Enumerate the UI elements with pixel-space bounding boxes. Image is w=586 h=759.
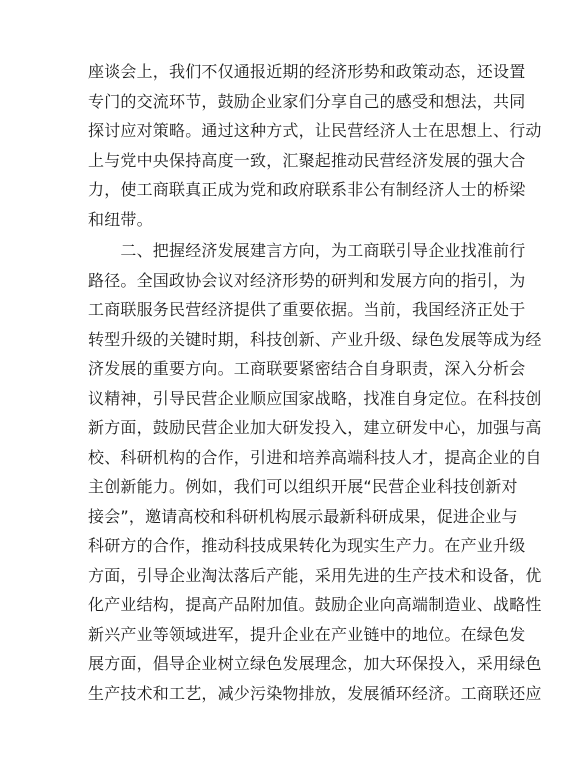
text-line: 工商联服务民营经济提供了重要依据。当前，我国经济正处于: [88, 300, 526, 319]
text-line: 化产业结构，提高产品附加值。鼓励企业向高端制造业、战略性: [88, 595, 542, 614]
text-line: 专门的交流环节，鼓励企业家们分享自己的感受和想法，共同: [88, 91, 526, 111]
text-line: 方面，引导企业淘汰落后产能，采用先进的生产技术和设备，优: [88, 565, 542, 585]
text-line: 上与党中央保持高度一致，汇聚起推动民营经济发展的强大合: [88, 150, 526, 170]
text-line: 和纽带。: [88, 209, 153, 229]
text-line: 校、科研机构的合作，引进和培养高端科技人才，提高企业的自: [88, 447, 542, 467]
text-line: 力，使工商联真正成为党和政府联系非公有制经济人士的桥梁: [88, 180, 526, 199]
text-line: 转型升级的关键时期，科技创新、产业升级、绿色发展等成为经: [88, 329, 542, 349]
text-line: 新兴产业等领域进军，提升企业在产业链中的地位。在绿色发: [88, 624, 526, 644]
text-line: 生产技术和工艺，减少污染物排放，发展循环经济。工商联还应: [88, 683, 542, 703]
text-line: 探讨应对策略。通过这种方式，让民营经济人士在思想上、行动: [88, 121, 542, 140]
paragraph-1: [88, 57, 542, 234]
text-line: 座谈会上，我们不仅通报近期的经济形势和政策动态，还设置: [88, 62, 526, 81]
text-line: 新方面，鼓励民营企业加大研发投入，建立研发中心，加强与高: [88, 418, 542, 437]
text-line: 展方面，倡导企业树立绿色发展理念，加大环保投入，采用绿色: [88, 654, 542, 673]
text-line: 二、把握经济发展建言方向，为工商联引导企业找准前行: [88, 241, 526, 260]
paragraph-2: [88, 236, 542, 708]
text-line: 接会”，邀请高校和科研机构展示最新科研成果，促进企业与: [88, 506, 518, 526]
text-line: 路径。全国政协会议对经济形势的研判和发展方向的指引，为: [88, 270, 526, 290]
text-line: 议精神，引导民营企业顺应国家战略，找准自身定位。在科技创: [88, 388, 542, 408]
text-line: 济发展的重要方向。工商联要紧密结合自身职责，深入分析会: [88, 359, 526, 378]
text-line: 科研方的合作，推动科技成果转化为现实生产力。在产业升级: [88, 536, 526, 555]
text-line: 主创新能力。例如，我们可以组织开展“民营企业科技创新对: [88, 477, 518, 496]
